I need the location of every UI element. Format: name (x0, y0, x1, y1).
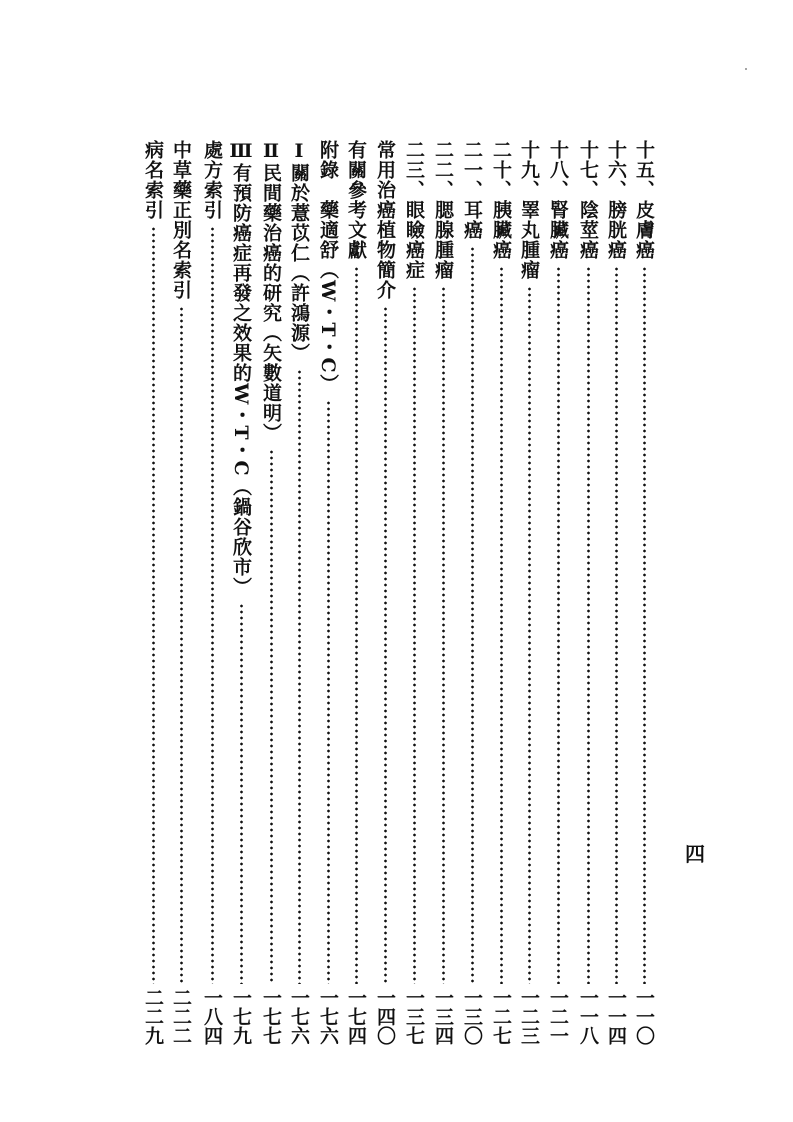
toc-entry-page: 一三四 (432, 988, 454, 1045)
toc-entry (431, 140, 455, 1045)
toc-entry (546, 140, 570, 1045)
toc-entry-page: 一七六 (288, 988, 310, 1045)
toc-entry (287, 140, 311, 1045)
dot-leader (413, 286, 416, 984)
toc-entry-page: 一一四 (605, 988, 627, 1045)
dot-leader (180, 306, 183, 984)
toc-entry-title: 病名索引 (142, 140, 164, 220)
toc-entry-title: Ⅰ關於薏苡仁（許鴻源） (288, 140, 310, 363)
toc-entry-title: 附錄 藥適舒（W・T・C） (317, 140, 339, 394)
toc-entry-title: Ⅱ民間藥治癌的研究（矢數道明） (260, 140, 282, 443)
toc-entry-title: 十七、陰莖癌 (577, 140, 599, 260)
toc-entry-page: 一一〇 (633, 988, 655, 1045)
toc-entry (259, 140, 283, 1045)
dot-leader (500, 266, 503, 984)
dot-leader (240, 603, 243, 984)
toc-entry-page: 二二二 (170, 988, 192, 1045)
toc-entry-page: 一二一 (547, 988, 569, 1045)
dot-leader (587, 266, 590, 984)
toc-entry-page: 一七六 (317, 988, 339, 1045)
toc-entry-title: 二十、胰臟癌 (490, 140, 512, 260)
toc-entry-title: 十八、腎臟癌 (547, 140, 569, 260)
toc-entry (373, 140, 397, 1045)
toc-entry-title: 處方索引 (201, 140, 223, 220)
toc-entry (200, 140, 224, 1045)
dot-leader (442, 286, 445, 984)
toc-entry (141, 140, 165, 1045)
toc-entry (632, 140, 656, 1045)
dot-leader (270, 449, 273, 984)
toc-entry-title: 二二、腮腺腫瘤 (432, 140, 454, 280)
dot-leader (355, 266, 358, 984)
toc-entry (460, 140, 484, 1045)
dot-leader (528, 286, 531, 984)
page-number: 四 (685, 842, 705, 866)
dot-leader (557, 266, 560, 984)
dot-leader (471, 246, 474, 984)
dot-leader (327, 400, 330, 984)
toc-entry-page: 一三七 (403, 988, 425, 1045)
toc-entry (604, 140, 628, 1045)
toc-entry-title: 十五、皮膚癌 (633, 140, 655, 260)
toc-entry-page: 一三〇 (461, 988, 483, 1045)
toc-entry-page: 一八四 (201, 988, 223, 1045)
toc-entry (169, 140, 193, 1045)
toc-entry-page: 一二三 (518, 988, 540, 1045)
toc-entry-page: 一七四 (345, 988, 367, 1045)
toc-entry-page: 二二九 (142, 988, 164, 1045)
toc-entry-page: 一七七 (260, 988, 282, 1045)
dot-leader (211, 226, 214, 984)
toc-entry-title: 常用治癌植物簡介 (374, 140, 396, 300)
toc-entry-title: 十六、膀胱癌 (605, 140, 627, 260)
dot-leader (384, 306, 387, 984)
toc-entry-page: 一一八 (577, 988, 599, 1045)
toc-entry-title: Ⅲ有預防癌症再發之效果的W・T・C（鍋谷欣市） (230, 140, 252, 597)
toc-entry-page: 一四〇 (374, 988, 396, 1045)
toc-entry (489, 140, 513, 1045)
toc-entry-title: 二三、眼瞼癌症 (403, 140, 425, 280)
toc-entry-page: 一二七 (490, 988, 512, 1045)
dot-leader (298, 369, 301, 984)
toc-entry-page: 一七九 (230, 988, 252, 1045)
dot-leader (643, 266, 646, 984)
toc-entry-title: 中草藥正別名索引 (170, 140, 192, 300)
toc-entry (229, 140, 253, 1045)
dot-leader (152, 226, 155, 984)
toc-entry (517, 140, 541, 1045)
scan-speck (745, 68, 747, 70)
dot-leader (615, 266, 618, 984)
toc-entry (344, 140, 368, 1045)
toc-entry-title: 二一、耳癌 (461, 140, 483, 240)
toc-entry (316, 140, 340, 1045)
toc-entry (402, 140, 426, 1045)
toc-entry (576, 140, 600, 1045)
toc-entry-title: 十九、睪丸腫瘤 (518, 140, 540, 280)
toc-entry-title: 有關參考文獻 (345, 140, 367, 260)
